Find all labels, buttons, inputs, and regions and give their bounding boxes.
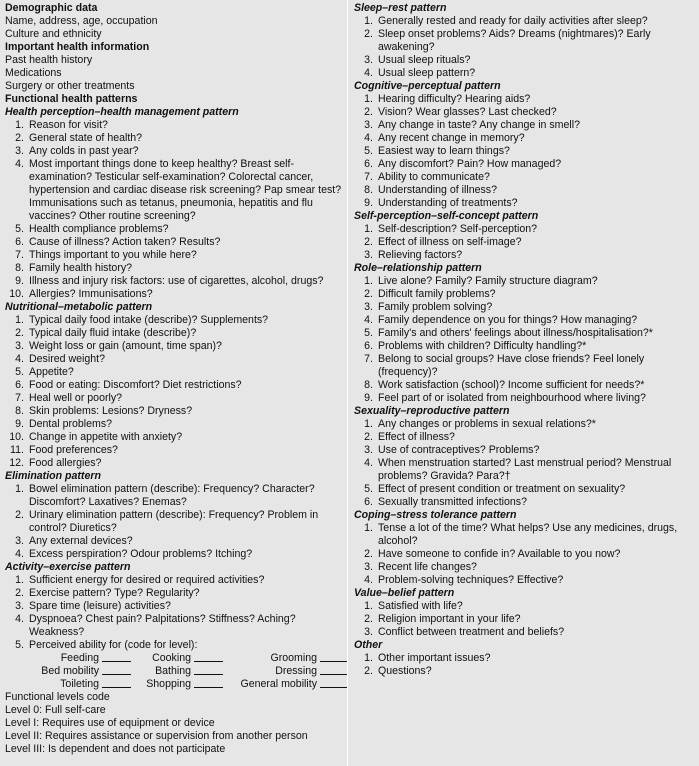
item-number: 8. [15, 262, 24, 274]
question-item [354, 392, 695, 405]
right-column [348, 0, 699, 766]
question-item [354, 249, 695, 262]
question-item [5, 600, 343, 613]
item-number: 12. [9, 457, 24, 469]
ability-blank[interactable] [194, 665, 223, 675]
question-item [354, 314, 695, 327]
question-item [354, 561, 695, 574]
question-item [5, 418, 343, 431]
item-number: 10. [9, 431, 24, 443]
level-line: Functional levels code [5, 691, 110, 703]
question-item [354, 145, 695, 158]
item-text: Understanding of treatments? [378, 197, 518, 209]
item-text: Family dependence on you for things? How managing? [378, 314, 638, 326]
item-number: 4. [15, 353, 24, 365]
demographic-line: Culture and ethnicity [5, 28, 102, 40]
ability-label: Bathing [155, 665, 191, 677]
functional-patterns-title: Functional health patterns [5, 93, 138, 105]
ability-label: Feeding [60, 652, 99, 664]
item-text: Problem-solving techniques? Effective? [378, 574, 564, 586]
level-line: Level I: Requires use of equipment or device [5, 717, 215, 729]
section-title: Health perception–health management pattern [5, 106, 239, 118]
item-text: Exercise pattern? Type? Regularity? [29, 587, 200, 599]
item-text: Food allergies? [29, 457, 102, 469]
question-item [354, 340, 695, 353]
section-title: Sexuality–reproductive pattern [354, 405, 510, 417]
question-item [5, 587, 343, 600]
ability-field [131, 678, 223, 691]
question-item [5, 132, 343, 145]
item-text: Any colds in past year? [29, 145, 139, 157]
ability-label: Shopping [146, 678, 191, 690]
item-text: Effect of illness? [378, 431, 455, 443]
question-item [354, 119, 695, 132]
question-item [5, 145, 343, 158]
item-text: Family health history? [29, 262, 133, 274]
item-number: 8. [15, 405, 24, 417]
item-text: Self-description? Self-perception? [378, 223, 537, 235]
item-number: 2. [15, 132, 24, 144]
ability-field [131, 652, 223, 665]
ability-label: Dressing [275, 665, 317, 677]
item-number: 3. [364, 119, 373, 131]
item-text: Usual sleep rituals? [378, 54, 471, 66]
question-item [354, 574, 695, 587]
item-text: General state of health? [29, 132, 143, 144]
question-item [5, 249, 343, 262]
question-item [354, 548, 695, 561]
item-number: 2. [364, 431, 373, 443]
item-text: Family problem solving? [378, 301, 493, 313]
item-number: 9. [364, 197, 373, 209]
question-item [5, 431, 343, 444]
item-text: Relieving factors? [378, 249, 463, 261]
section-title: Self-perception–self-concept pattern [354, 210, 539, 222]
question-item [354, 93, 695, 106]
question-item [5, 639, 343, 652]
section-title: Sleep–rest pattern [354, 2, 447, 14]
question-item [5, 574, 343, 587]
question-item [5, 444, 343, 457]
question-item [354, 54, 695, 67]
item-number: 4. [364, 314, 373, 326]
question-item [5, 314, 343, 327]
ability-label: Toileting [60, 678, 99, 690]
question-item [354, 223, 695, 236]
item-number: 4. [15, 548, 24, 560]
left-column [0, 0, 348, 766]
item-text: Typical daily fluid intake (describe)? [29, 327, 197, 339]
item-number: 1. [15, 314, 24, 326]
ability-blank[interactable] [102, 678, 131, 688]
item-text: Appetite? [29, 366, 74, 378]
item-text: Effect of illness on self-image? [378, 236, 522, 248]
item-number: 4. [15, 158, 24, 170]
question-item [354, 457, 695, 483]
important-health-line: Past health history [5, 54, 93, 66]
item-text: Illness and injury risk factors: use of cigarettes, alcohol, drugs? [29, 275, 324, 287]
item-text: Ability to communicate? [378, 171, 490, 183]
item-text: Sufficient energy for desired or required activities? [29, 574, 265, 586]
question-item [354, 301, 695, 314]
item-text: When menstruation started? Last menstrual period? Menstrual problems? Gravida? Para?† [378, 457, 672, 482]
question-item [354, 197, 695, 210]
question-item [5, 366, 343, 379]
item-number: 3. [364, 444, 373, 456]
section-title: Activity–exercise pattern [5, 561, 131, 573]
item-number: 7. [364, 353, 373, 365]
item-text: Feel part of or isolated from neighbourhood where living? [378, 392, 646, 404]
item-number: 3. [364, 249, 373, 261]
item-text: Skin problems: Lesions? Dryness? [29, 405, 193, 417]
item-number: 6. [364, 158, 373, 170]
item-text: Hearing difficulty? Hearing aids? [378, 93, 531, 105]
question-item [354, 379, 695, 392]
item-number: 2. [364, 613, 373, 625]
item-text: Problems with children? Difficulty handling?* [378, 340, 587, 352]
item-number: 3. [15, 145, 24, 157]
question-item [354, 106, 695, 119]
question-item [354, 418, 695, 431]
question-list [5, 119, 343, 301]
item-number: 7. [364, 171, 373, 183]
question-item [354, 613, 695, 626]
question-item [5, 613, 343, 639]
question-item [354, 288, 695, 301]
item-text: Any external devices? [29, 535, 133, 547]
question-item [354, 483, 695, 496]
question-item [354, 171, 695, 184]
ability-field [223, 665, 347, 678]
item-number: 1. [364, 223, 373, 235]
item-text: Sleep onset problems? Aids? Dreams (nightmares)? Early awakening? [378, 28, 651, 53]
ability-blank[interactable] [320, 665, 347, 675]
item-text: Reason for visit? [29, 119, 108, 131]
item-number: 9. [15, 418, 24, 430]
item-text: Belong to social groups? Have close friends? Feel lonely (frequency)? [378, 353, 645, 378]
item-number: 3. [15, 340, 24, 352]
item-text: Perceived ability for (code for level): [29, 639, 198, 651]
important-health-line: Medications [5, 67, 62, 79]
item-text: Other important issues? [378, 652, 491, 664]
item-text: Conflict between treatment and beliefs? [378, 626, 565, 638]
item-text: Change in appetite with anxiety? [29, 431, 183, 443]
item-number: 1. [364, 15, 373, 27]
ability-blank[interactable] [194, 678, 223, 688]
item-number: 4. [364, 132, 373, 144]
section-title: Nutritional–metabolic pattern [5, 301, 153, 313]
item-text: Any changes or problems in sexual relations?* [378, 418, 596, 430]
item-text: Any discomfort? Pain? How managed? [378, 158, 562, 170]
section-title: Value–belief pattern [354, 587, 455, 599]
item-text: Urinary elimination pattern (describe): Frequency? Problem in control? Diuretics? [29, 509, 319, 534]
ability-field [11, 665, 131, 678]
question-item [354, 522, 695, 548]
ability-blank[interactable] [102, 652, 131, 662]
ability-field [11, 652, 131, 665]
item-number: 1. [15, 574, 24, 586]
item-text: Excess perspiration? Odour problems? Itching? [29, 548, 253, 560]
item-text: Usual sleep pattern? [378, 67, 476, 79]
ability-label: Bed mobility [41, 665, 99, 677]
question-item [354, 327, 695, 340]
question-list [354, 652, 695, 678]
item-text: Health compliance problems? [29, 223, 169, 235]
question-list [354, 418, 695, 509]
section-title: Cognitive–perceptual pattern [354, 80, 501, 92]
question-item [5, 353, 343, 366]
question-list [354, 223, 695, 262]
item-number: 6. [364, 496, 373, 508]
item-text: Any recent change in memory? [378, 132, 525, 144]
item-text: Tense a lot of the time? What helps? Use any medicines, drugs, alcohol? [378, 522, 678, 547]
item-number: 2. [364, 236, 373, 248]
item-number: 2. [364, 288, 373, 300]
item-number: 5. [364, 327, 373, 339]
item-text: Have someone to confide in? Available to you now? [378, 548, 621, 560]
item-text: Sexually transmitted infections? [378, 496, 527, 508]
item-text: Difficult family problems? [378, 288, 496, 300]
item-text: Use of contraceptives? Problems? [378, 444, 540, 456]
item-text: Dental problems? [29, 418, 113, 430]
question-item [5, 236, 343, 249]
question-item [5, 340, 343, 353]
question-item [354, 431, 695, 444]
item-number: 1. [364, 93, 373, 105]
question-item [5, 262, 343, 275]
item-number: 2. [364, 665, 373, 677]
item-text: Food or eating: Discomfort? Diet restrictions? [29, 379, 242, 391]
item-text: Any change in taste? Any change in smell? [378, 119, 580, 131]
section-title: Other [354, 639, 383, 651]
item-number: 2. [15, 509, 24, 521]
question-item [354, 626, 695, 639]
item-number: 7. [15, 392, 24, 404]
question-item [354, 15, 695, 28]
question-item [354, 652, 695, 665]
question-item [354, 132, 695, 145]
question-item [5, 327, 343, 340]
ability-grid [5, 652, 343, 691]
item-number: 5. [364, 483, 373, 495]
question-item [354, 600, 695, 613]
item-text: Things important to you while here? [29, 249, 197, 261]
question-list [354, 522, 695, 587]
question-item [354, 496, 695, 509]
item-text: Spare time (leisure) activities? [29, 600, 171, 612]
ability-blank[interactable] [194, 652, 223, 662]
ability-blank[interactable] [320, 652, 347, 662]
item-number: 8. [364, 379, 373, 391]
item-number: 2. [364, 548, 373, 560]
item-text: Effect of present condition or treatment on sexuality? [378, 483, 626, 495]
question-item [5, 405, 343, 418]
item-number: 2. [15, 327, 24, 339]
item-number: 9. [15, 275, 24, 287]
item-number: 1. [364, 418, 373, 430]
question-item [354, 444, 695, 457]
item-number: 3. [15, 600, 24, 612]
question-item [354, 158, 695, 171]
item-number: 3. [364, 301, 373, 313]
question-item [5, 158, 343, 223]
question-list [5, 483, 343, 561]
question-list [354, 15, 695, 80]
level-line: Level II: Requires assistance or supervision from another person [5, 730, 308, 742]
ability-blank[interactable] [102, 665, 131, 675]
question-item [5, 223, 343, 236]
item-number: 3. [15, 535, 24, 547]
question-list [354, 275, 695, 405]
question-item [5, 548, 343, 561]
question-item [5, 275, 343, 288]
demographic-line: Name, address, age, occupation [5, 15, 158, 27]
item-text: Satisfied with life? [378, 600, 463, 612]
question-item [354, 184, 695, 197]
item-text: Dyspnoea? Chest pain? Palpitations? Stiffness? Aching? Weakness? [29, 613, 296, 638]
item-number: 6. [15, 236, 24, 248]
ability-field [223, 652, 347, 665]
item-text: Religion important in your life? [378, 613, 521, 625]
ability-label: General mobility [240, 678, 317, 690]
item-text: Most important things done to keep healthy? Breast self-examination? Testicular self-examination? Colorectal cancer, hypertension and cardiac disease risk screening? Pap smear test? Immunisations such as tetanus, pneumonia, hepatitis and flu vaccines? Other routine screening? [29, 158, 342, 222]
item-number: 4. [364, 67, 373, 79]
item-number: 4. [364, 574, 373, 586]
item-number: 2. [364, 28, 373, 40]
question-item [354, 275, 695, 288]
question-item [354, 67, 695, 80]
level-line: Level 0: Full self-care [5, 704, 106, 716]
item-number: 5. [15, 223, 24, 235]
section-title: Elimination pattern [5, 470, 101, 482]
item-text: Live alone? Family? Family structure diagram? [378, 275, 598, 287]
item-number: 3. [364, 54, 373, 66]
question-item [5, 392, 343, 405]
item-text: Easiest way to learn things? [378, 145, 510, 157]
question-item [5, 509, 343, 535]
question-item [354, 236, 695, 249]
question-list [5, 314, 343, 470]
item-text: Cause of illness? Action taken? Results? [29, 236, 221, 248]
item-text: Allergies? Immunisations? [29, 288, 153, 300]
ability-blank[interactable] [320, 678, 347, 688]
question-item [354, 353, 695, 379]
item-number: 10. [9, 288, 24, 300]
item-text: Heal well or poorly? [29, 392, 123, 404]
ability-field [11, 678, 131, 691]
section-title: Coping–stress tolerance pattern [354, 509, 517, 521]
item-text: Vision? Wear glasses? Last checked? [378, 106, 557, 118]
item-number: 1. [15, 119, 24, 131]
important-health-line: Surgery or other treatments [5, 80, 135, 92]
item-text: Recent life changes? [378, 561, 477, 573]
question-item [354, 28, 695, 54]
item-text: Food preferences? [29, 444, 118, 456]
question-list [354, 600, 695, 639]
item-text: Work satisfaction (school)? Income sufficient for needs?* [378, 379, 645, 391]
item-number: 7. [15, 249, 24, 261]
item-number: 11. [10, 444, 24, 456]
item-text: Understanding of illness? [378, 184, 497, 196]
ability-label: Cooking [152, 652, 191, 664]
ability-field [223, 678, 347, 691]
question-item [5, 483, 343, 509]
question-item [5, 457, 343, 470]
item-number: 6. [364, 340, 373, 352]
item-text: Generally rested and ready for daily activities after sleep? [378, 15, 648, 27]
item-number: 2. [364, 106, 373, 118]
item-number: 4. [15, 613, 24, 625]
item-number: 8. [364, 184, 373, 196]
ability-field [131, 665, 223, 678]
section-title: Role–relationship pattern [354, 262, 482, 274]
item-text: Weight loss or gain (amount, time span)? [29, 340, 222, 352]
item-number: 4. [364, 457, 373, 469]
item-number: 1. [15, 483, 24, 495]
item-number: 1. [364, 275, 373, 287]
item-number: 9. [364, 392, 373, 404]
item-number: 3. [364, 561, 373, 573]
item-number: 5. [15, 366, 24, 378]
item-number: 1. [364, 522, 373, 534]
item-text: Desired weight? [29, 353, 105, 365]
level-line: Level III: Is dependent and does not participate [5, 743, 226, 755]
question-item [5, 379, 343, 392]
question-item [5, 535, 343, 548]
item-text: Family's and others' feelings about illness/hospitalisation?* [378, 327, 653, 339]
item-text: Questions? [378, 665, 432, 677]
question-item [5, 288, 343, 301]
item-number: 5. [15, 639, 24, 651]
item-number: 1. [364, 652, 373, 664]
question-list [5, 574, 343, 652]
ability-label: Grooming [270, 652, 317, 664]
item-number: 3. [364, 626, 373, 638]
question-item [5, 119, 343, 132]
item-number: 2. [15, 587, 24, 599]
item-text: Bowel elimination pattern (describe): Frequency? Character? Discomfort? Laxatives? Enemas? [29, 483, 315, 508]
item-number: 5. [364, 145, 373, 157]
question-list [354, 93, 695, 210]
demographic-title: Demographic data [5, 2, 98, 14]
item-number: 1. [364, 600, 373, 612]
item-number: 6. [15, 379, 24, 391]
question-item [354, 665, 695, 678]
item-text: Typical daily food intake (describe)? Supplements? [29, 314, 269, 326]
important-health-title: Important health information [5, 41, 150, 53]
